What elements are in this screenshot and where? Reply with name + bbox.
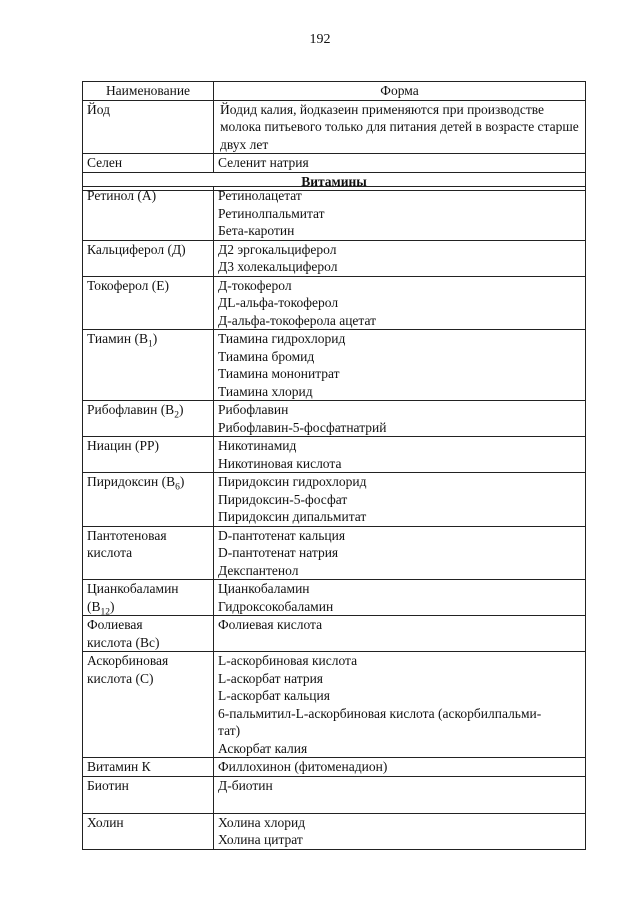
name-subscript: 6	[175, 482, 180, 493]
form-line: Рибофлавин-5-фосфатнатрий	[218, 419, 387, 435]
row-name	[83, 580, 214, 616]
form-line: Пиридоксин гидрохлорид	[218, 474, 367, 489]
row-name	[83, 616, 214, 652]
table-row	[83, 526, 586, 580]
row-form	[214, 580, 586, 616]
row-name	[83, 240, 214, 276]
form-line: Гидроксокобаламин	[218, 598, 334, 614]
row-form	[214, 437, 586, 473]
name-line: Кальциферол (Д)	[87, 241, 186, 257]
name-line: Холин	[87, 814, 124, 830]
row-form	[214, 813, 586, 849]
table-row	[83, 276, 586, 330]
table-row	[83, 437, 586, 473]
form-line: Холина цитрат	[218, 832, 303, 847]
row-form	[214, 100, 586, 154]
row-name: Селен	[83, 154, 214, 173]
row-form	[214, 652, 586, 758]
name-text: )	[110, 598, 115, 614]
top-table	[82, 81, 586, 191]
form-line: Бета-каротин	[218, 223, 295, 238]
name-line	[87, 473, 209, 491]
name-text: )	[152, 331, 158, 346]
form-line: Д-токоферол	[218, 277, 292, 293]
row-name	[83, 758, 214, 777]
form-line: Ретинолпальмитат	[218, 205, 325, 221]
header-form: Форма	[214, 82, 586, 101]
row-form: Селенит натрия	[214, 154, 586, 173]
table-row	[83, 187, 586, 241]
form-line: Тиамина бромид	[218, 348, 315, 364]
row-name	[83, 187, 214, 241]
form-line: Цианкобаламин	[218, 581, 310, 596]
table-row	[83, 776, 586, 813]
page-number: 192	[309, 32, 331, 47]
row-name	[83, 776, 214, 813]
row-name	[83, 401, 214, 437]
form-line: Никотиновая кислота	[218, 455, 342, 471]
row-form	[214, 473, 586, 527]
name-line: Аскорбиновая	[87, 653, 169, 668]
row-name	[83, 813, 214, 849]
name-line	[87, 401, 209, 419]
name-line: кислота (Вс)	[87, 634, 160, 650]
name-subscript: 12	[100, 607, 110, 618]
table-row	[83, 758, 586, 777]
name-line	[87, 330, 209, 348]
form-line: L-аскорбиновая кислота	[218, 653, 358, 668]
form-line: Тиамина мононитрат	[218, 366, 340, 381]
header-name: Наименование	[83, 82, 214, 101]
table-row	[83, 401, 586, 437]
vitamins-table	[82, 186, 586, 850]
name-text: Тиамин (В	[87, 331, 148, 346]
table-row	[83, 813, 586, 849]
row-name	[83, 276, 214, 330]
form-line: L-аскорбат натрия	[218, 670, 324, 686]
name-subscript: 2	[174, 410, 179, 421]
row-form	[214, 526, 586, 580]
name-line: Фолиевая	[87, 617, 143, 632]
row-form	[214, 276, 586, 330]
form-line: Рибофлавин	[218, 402, 289, 417]
name-line: Ретинол (А)	[87, 188, 157, 203]
name-line	[87, 598, 209, 616]
form-line: Тиамина гидрохлорид	[218, 331, 346, 346]
row-name: Йод	[83, 100, 214, 154]
form-line: Д-альфа-токоферола ацетат	[218, 312, 377, 328]
form-line: Ретинолацетат	[218, 188, 302, 203]
name-line: Цианкобаламин	[87, 581, 179, 596]
form-text: Йодид калия, йодказеин применяются при производстве молока питьевого только для питания детей в возрасте старше двух лет	[220, 101, 579, 152]
name-line: кислота (С)	[87, 670, 154, 686]
form-line: Филлохинон (фитоменадион)	[218, 759, 388, 774]
name-text: Рибофлавин (В	[87, 402, 175, 417]
form-line: Фолиевая кислота	[218, 617, 323, 632]
row-name	[83, 526, 214, 580]
row-form	[214, 330, 586, 401]
name-text: Пиридоксин (В	[87, 474, 176, 489]
form-line: D-пантотенат кальция	[218, 527, 346, 543]
table-row	[83, 154, 586, 173]
form-line: Д2 эргокальциферол	[218, 241, 337, 257]
form-line: D-пантотенат натрия	[218, 545, 339, 560]
form-line: Холина хлорид	[218, 814, 306, 830]
name-line: Витамин К	[87, 759, 151, 774]
row-form	[214, 776, 586, 813]
form-line: Никотинамид	[218, 438, 297, 453]
name-line: Пантотеновая	[87, 527, 167, 543]
form-line: 6-пальмитил-L-аскорбиновая кислота (аскорбилпальми-	[218, 705, 542, 721]
row-name	[83, 652, 214, 758]
form-line: Аскорбат калия	[218, 740, 308, 756]
table-row	[83, 616, 586, 652]
row-form	[214, 616, 586, 652]
form-line: Декспантенол	[218, 562, 299, 578]
table-row	[83, 473, 586, 527]
row-form	[214, 187, 586, 241]
name-text: )	[179, 474, 185, 489]
name-text: )	[178, 402, 184, 417]
row-form	[214, 240, 586, 276]
table-header	[83, 82, 586, 101]
form-line: Тиамина хлорид	[218, 383, 313, 399]
form-line: Д3 холекальциферол	[218, 259, 338, 274]
form-line: Пиридоксин дипальмитат	[218, 509, 367, 524]
row-name	[83, 473, 214, 527]
row-form	[214, 401, 586, 437]
name-text: (В	[87, 598, 101, 614]
table-row	[83, 240, 586, 276]
row-form	[214, 758, 586, 777]
form-line: Пиридоксин-5-фосфат	[218, 491, 348, 507]
form-line: Д-биотин	[218, 777, 273, 793]
table-row	[83, 652, 586, 758]
form-line: L-аскорбат кальция	[218, 688, 330, 703]
form-line: тат)	[218, 723, 241, 738]
table-row	[83, 330, 586, 401]
row-name	[83, 330, 214, 401]
name-line: Биотин	[87, 777, 129, 793]
table-row	[83, 580, 586, 616]
name-subscript: 1	[148, 339, 153, 350]
name-line: Токоферол (Е)	[87, 277, 170, 293]
form-line: ДL-альфа-токоферол	[218, 295, 339, 310]
section-title: Витамины	[83, 172, 586, 191]
name-line: кислота	[87, 545, 133, 560]
row-name	[83, 437, 214, 473]
name-line: Ниацин (РР)	[87, 438, 160, 453]
table-row	[83, 100, 586, 154]
